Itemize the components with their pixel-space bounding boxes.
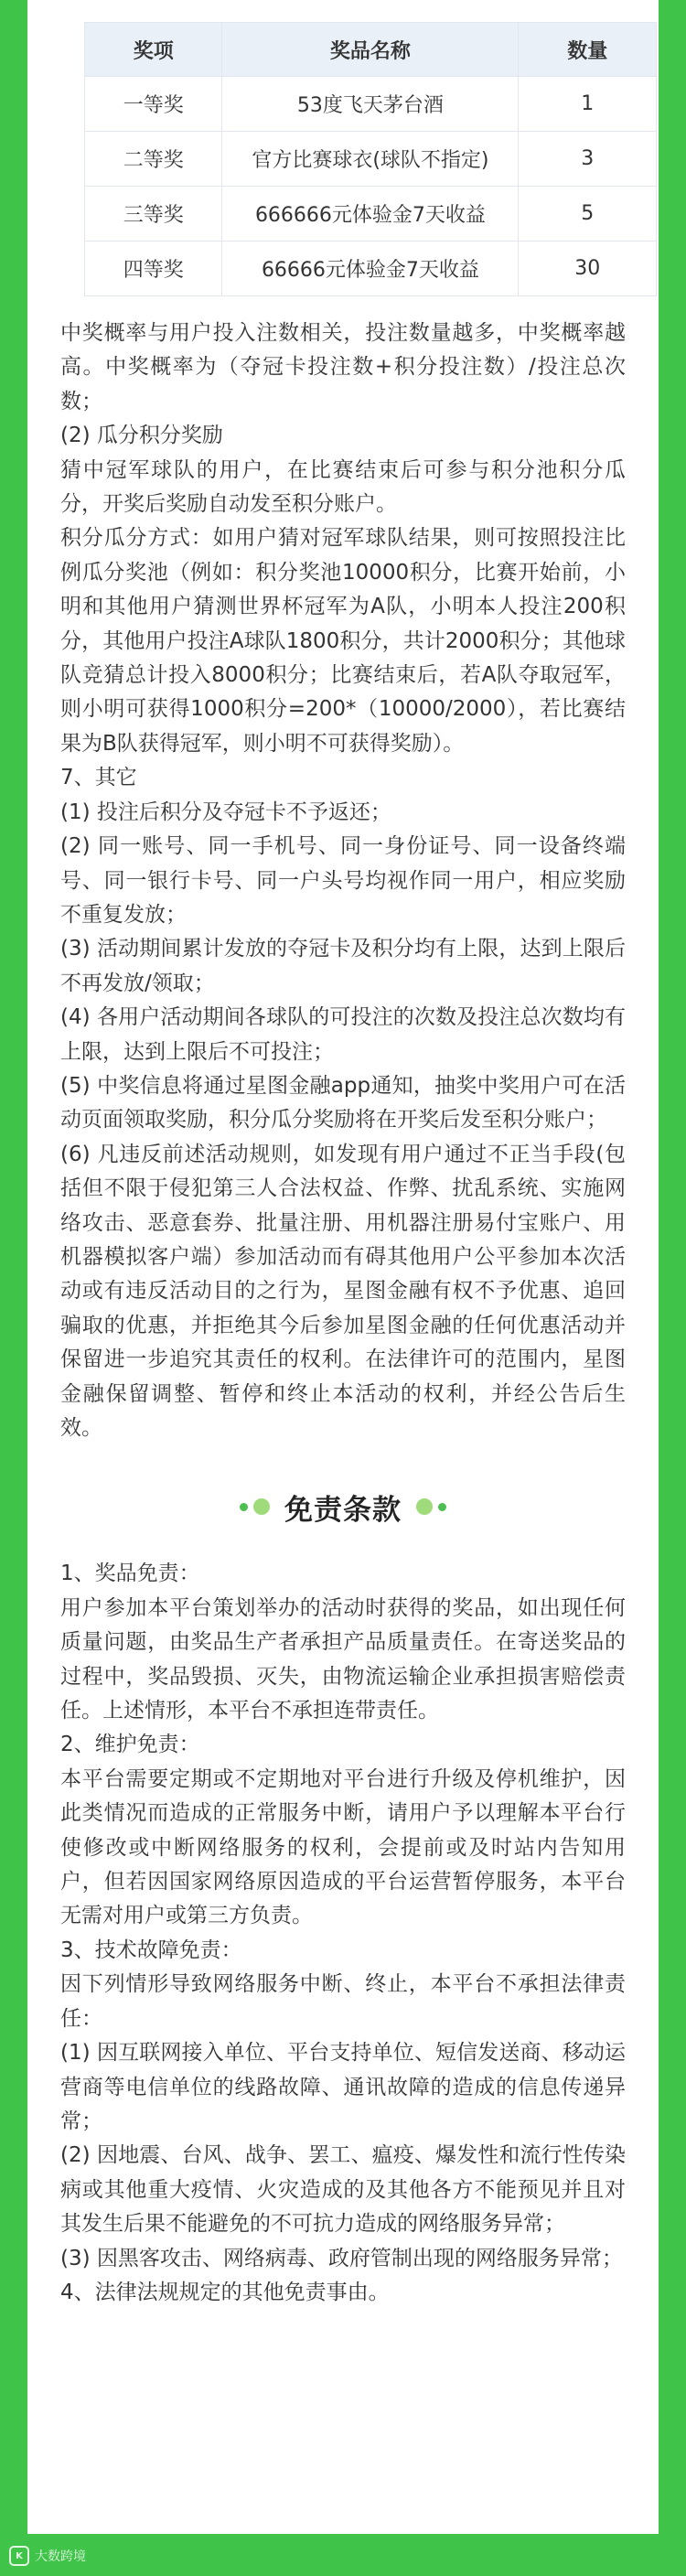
- table-cell: 3: [519, 132, 657, 187]
- table-cell: 53度飞天茅台酒: [222, 77, 519, 132]
- disclaimer-paragraph: 本平台需要定期或不定期地对平台进行升级及停机维护，因此类情况而造成的正常服务中断，请用户予以理解本平台行使修改或中断网络服务的权利，会提前或及时站内告知用户，但若因国家网络原因造成的平台运营暂停服务，本平台无需对用户或第三方负责。: [60, 1766, 626, 1928]
- watermark-text: 大数跨境: [35, 2549, 86, 2564]
- disclaimer-paragraph: 用户参加本平台策划举办的活动时获得的奖品，如出现任何质量问题，由奖品生产者承担产品质量责任。在寄送奖品的过程中，奖品毁损、灭失，由物流运输企业承担损害赔偿责任。上述情形，本平台不承担连带责任。: [60, 1595, 626, 1723]
- table-row: [85, 132, 657, 187]
- table-cell: 666666元体验金7天收益: [222, 187, 519, 242]
- prize-table: [84, 22, 657, 296]
- header-cell: 数量: [519, 23, 657, 77]
- rules-paragraph: (5) 中奖信息将通过星图金融app通知，抽奖中奖用户可在活动页面领取奖励，积分瓜分奖励将在开奖后发至积分账户；: [60, 1073, 626, 1132]
- rules-paragraph: (3) 活动期间累计发放的夺冠卡及积分均有上限，达到上限后不再发放/领取；: [60, 937, 626, 995]
- dot-icon: [416, 1498, 433, 1515]
- disclaimer-paragraph: (1) 因互联网接入单位、平台支持单位、短信发送商、移动运营商等电信单位的线路故障、通讯故障的造成的信息传递异常；: [60, 2041, 626, 2133]
- dot-icon: [253, 1498, 270, 1515]
- table-cell: 官方比赛球衣(球队不指定): [222, 132, 519, 187]
- prize-table-header: [85, 23, 657, 77]
- disclaimer-paragraph: 2、维护免责：: [60, 1733, 200, 1757]
- rules-paragraph: (1) 投注后积分及夺冠卡不予返还；: [60, 800, 391, 824]
- disclaimer-paragraph: 1、奖品免责：: [60, 1562, 200, 1586]
- disclaimer-heading: [60, 1484, 626, 1530]
- rules-paragraph: (4) 各用户活动期间各球队的可投注的次数及投注总次数均有上限，达到上限后不可投注；: [60, 1005, 626, 1064]
- table-cell: 二等奖: [85, 132, 222, 187]
- rules-paragraph: 猜中冠军球队的用户，在比赛结束后可参与积分池积分瓜分，开奖后奖励自动发至积分账户。: [60, 457, 626, 517]
- disclaimer-paragraph: (3) 因黑客攻击、网络病毒、政府管制出现的网络服务异常；: [60, 2246, 623, 2270]
- dot-icon: [438, 1503, 446, 1511]
- table-row: [85, 77, 657, 132]
- rules-paragraph: (2) 瓜分积分奖励: [60, 424, 223, 448]
- rules-paragraph: 积分瓜分方式：如用户猜对冠军球队结果，则可按照投注比例瓜分奖池（例如：积分奖池10000积分，比赛开始前，小明和其他用户猜测世界杯冠军为A队，小明本人投注200积分，其他用户投注A球队1800积分，共计2000积分；其他球队竞猜总计投入8000积分；比赛结束后，若A队夺取冠军，则小明可获得1000积分=200*（10000/2000），若比赛结果为B队获得冠军，则小明不可获得奖励）。: [60, 526, 626, 756]
- disclaimer-paragraph: 4、法律法规规定的其他免责事由。: [60, 2280, 390, 2304]
- dot-icon: [240, 1503, 248, 1511]
- rules-paragraph: 7、其它: [60, 766, 137, 790]
- table-cell: 1: [519, 77, 657, 132]
- heading-decoration-left: [240, 1498, 270, 1515]
- rules-paragraph: (6) 凡违反前述活动规则，如发现有用户通过不正当手段(包括但不限于侵犯第三人合法权益、作弊、扰乱系统、实施网络攻击、恶意套券、批量注册、用机器注册易付宝账户、用机器模拟客户端）参加活动而有碍其他用户公平参加本次活动或有违反活动目的之行为，星图金融有权不予优惠、追回骗取的优惠，并拒绝其今后参加星图金融的任何优惠活动并保留进一步追究其责任的权利。在法律许可的范围内，星图金融保留调整、暂停和终止本活动的权利，并经公告后生效。: [60, 1142, 626, 1440]
- disclaimer-paragraph: (2) 因地震、台风、战争、罢工、瘟疫、爆发性和流行性传染病或其他重大疫情、火灾造成的及其他各方不能预见并且对其发生后果不能避免的不可抗力造成的网络服务异常；: [60, 2143, 626, 2237]
- table-cell: 66666元体验金7天收益: [222, 242, 519, 296]
- content-card: [27, 0, 659, 2534]
- disclaimer-title: 免责条款: [284, 1493, 402, 1527]
- disclaimer-paragraph: 因下列情形导致网络服务中断、终止，本平台不承担法律责任：: [60, 1972, 626, 2031]
- table-cell: 30: [519, 242, 657, 296]
- rules-paragraph: (2) 同一账号、同一手机号、同一身份证号、同一设备终端号、同一银行卡号、同一户头号均视作同一用户，相应奖励不重复发放；: [60, 834, 626, 927]
- watermark: [9, 2541, 86, 2571]
- table-row: [85, 187, 657, 242]
- header-cell: 奖项: [85, 23, 222, 77]
- table-cell: 三等奖: [85, 187, 222, 242]
- disclaimer-paragraph: 3、技术故障免责：: [60, 1937, 242, 1962]
- disclaimer-section: [60, 1557, 626, 2310]
- heading-decoration-right: [416, 1498, 446, 1515]
- rules-section: [60, 317, 626, 1445]
- table-cell: 四等奖: [85, 242, 222, 296]
- watermark-logo-icon: K: [9, 2546, 29, 2566]
- rules-paragraph: 中奖概率与用户投入注数相关，投注数量越多，中奖概率越高。中奖概率为（夺冠卡投注数+积分投注数）/投注总次数；: [60, 321, 626, 413]
- table-cell: 一等奖: [85, 77, 222, 132]
- table-cell: 5: [519, 187, 657, 242]
- table-row: [85, 242, 657, 296]
- header-cell: 奖品名称: [222, 23, 519, 77]
